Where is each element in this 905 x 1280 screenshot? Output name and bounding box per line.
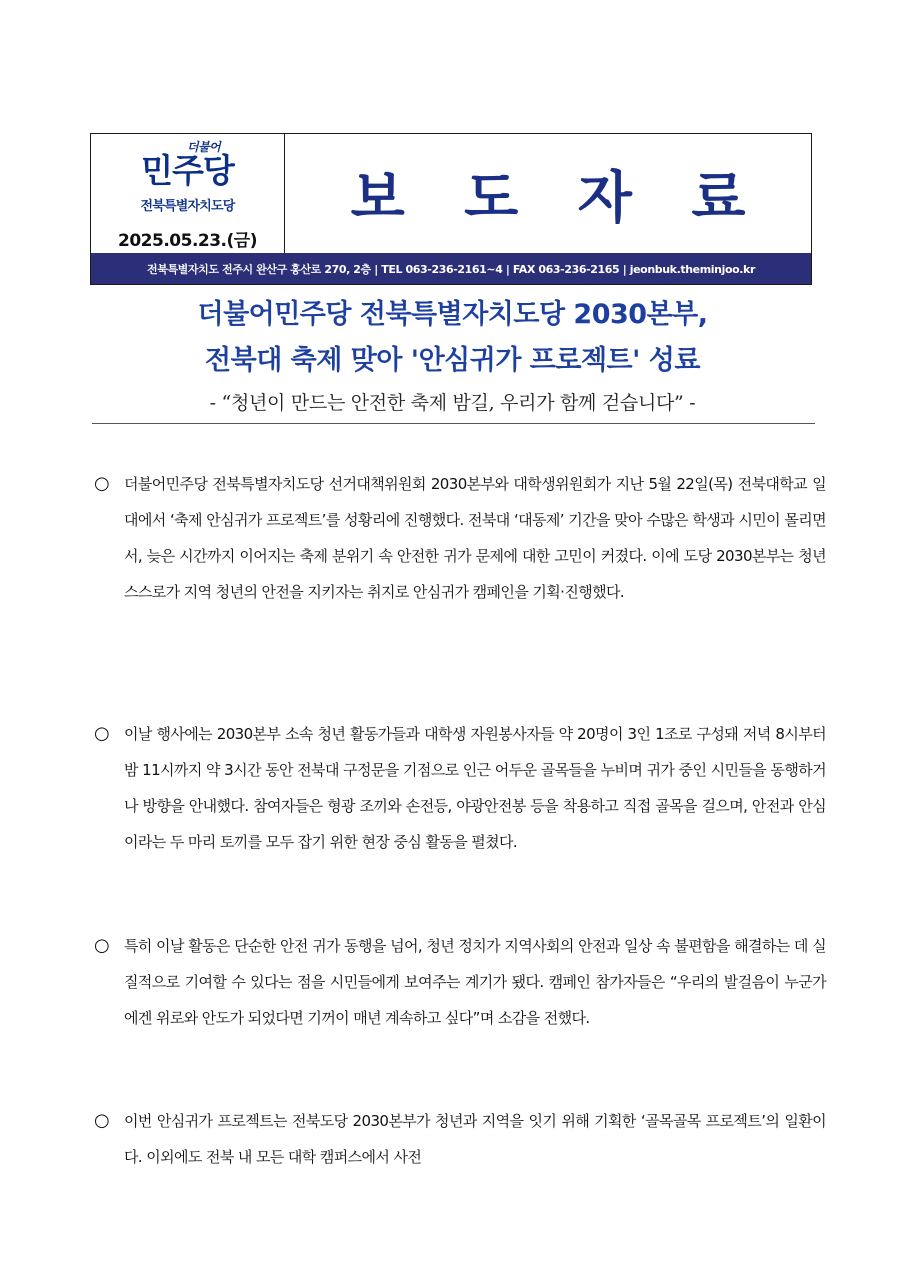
bullet-circle-icon: ○: [94, 1110, 110, 1131]
body-paragraph: [94, 716, 826, 860]
party-logo-block: [91, 134, 285, 253]
bullet-circle-icon: ○: [94, 935, 110, 956]
headline-line-1: 더불어민주당 전북특별자치도당 2030본부,: [197, 299, 708, 330]
bullet-circle-icon: ○: [94, 473, 110, 494]
body-paragraph: [94, 466, 826, 610]
body-paragraph: [94, 1103, 826, 1175]
press-release-header: [90, 133, 812, 285]
logo-main-text: 민주당: [141, 151, 234, 190]
subtitle: - “청년이 만드는 안전한 축제 밤길, 우리가 함께 걷습니다” -: [209, 392, 696, 414]
bullet-circle-icon: ○: [94, 723, 110, 744]
paragraph-text: 특히 이날 활동은 단순한 안전 귀가 동행을 넘어, 청년 정치가 지역사회의 안전과 일상 속 불편함을 해결하는 데 실질적으로 기여할 수 있다는 점을 시민들에게 보여주는 계기가 됐다. 캠페인 참가자들은 “우리의 발걸음이 누군가에겐 위로와 안도가 되었다면 기꺼이 매년 계속하고 싶다”며 소감을 전했다.: [124, 937, 826, 1027]
document-type-title: 보 도 자 료: [350, 165, 766, 231]
logo-small-text: 더불어: [187, 140, 221, 154]
body-paragraph: [94, 928, 826, 1036]
paragraph-text: 이날 행사에는 2030본부 소속 청년 활동가들과 대학생 자원봉사자들 약 20명이 3인 1조로 구성돼 저녁 8시부터 밤 11시까지 약 3시간 동안 전북대 구정문을 기점으로 인근 어두운 골목들을 누비며 귀가 중인 시민들을 동행하거나 방향을 안내했다. 참여자들은 형광 조끼와 손전등, 야광안전봉 등을 착용하고 직접 골목을 걸으며, 안전과 안심이라는 두 마리 토끼를 모두 잡기 위한 현장 중심 활동을 펼쳤다.: [124, 725, 826, 851]
release-date: 2025.05.23.(금): [118, 231, 257, 251]
logo-region-text: 전북특별자치도당: [140, 199, 235, 214]
divider-line: [92, 423, 815, 424]
paragraph-text: 이번 안심귀가 프로젝트는 전북도당 2030본부가 청년과 지역을 잇기 위해 기획한 ‘골목골목 프로젝트’의 일환이다. 이외에도 전북 내 모든 대학 캠퍼스에서 사전: [124, 1112, 826, 1166]
paragraph-text: 더불어민주당 전북특별자치도당 선거대책위원회 2030본부와 대학생위원회가 지난 5월 22일(목) 전북대학교 일대에서 ‘축제 안심귀가 프로젝트’를 성황리에 진행했다. 전북대 ‘대동제’ 기간을 맞아 수많은 학생과 시민이 몰리면서, 늦은 시간까지 이어지는 축제 분위기 속 안전한 귀가 문제에 대한 고민이 커졌다. 이에 도당 2030본부는 청년 스스로가 지역 청년의 안전을 지키자는 취지로 안심귀가 캠페인을 기획·진행했다.: [124, 475, 826, 601]
contact-info-bar: 전북특별자치도 전주시 완산구 홍산로 270, 2층 | TEL 063-236-2161~4 | FAX 063-236-2165 | jeonbuk.theminjoo.kr: [91, 253, 811, 284]
headline-line-2: 전북대 축제 맞아 '안심귀가 프로젝트' 성료: [205, 345, 700, 376]
